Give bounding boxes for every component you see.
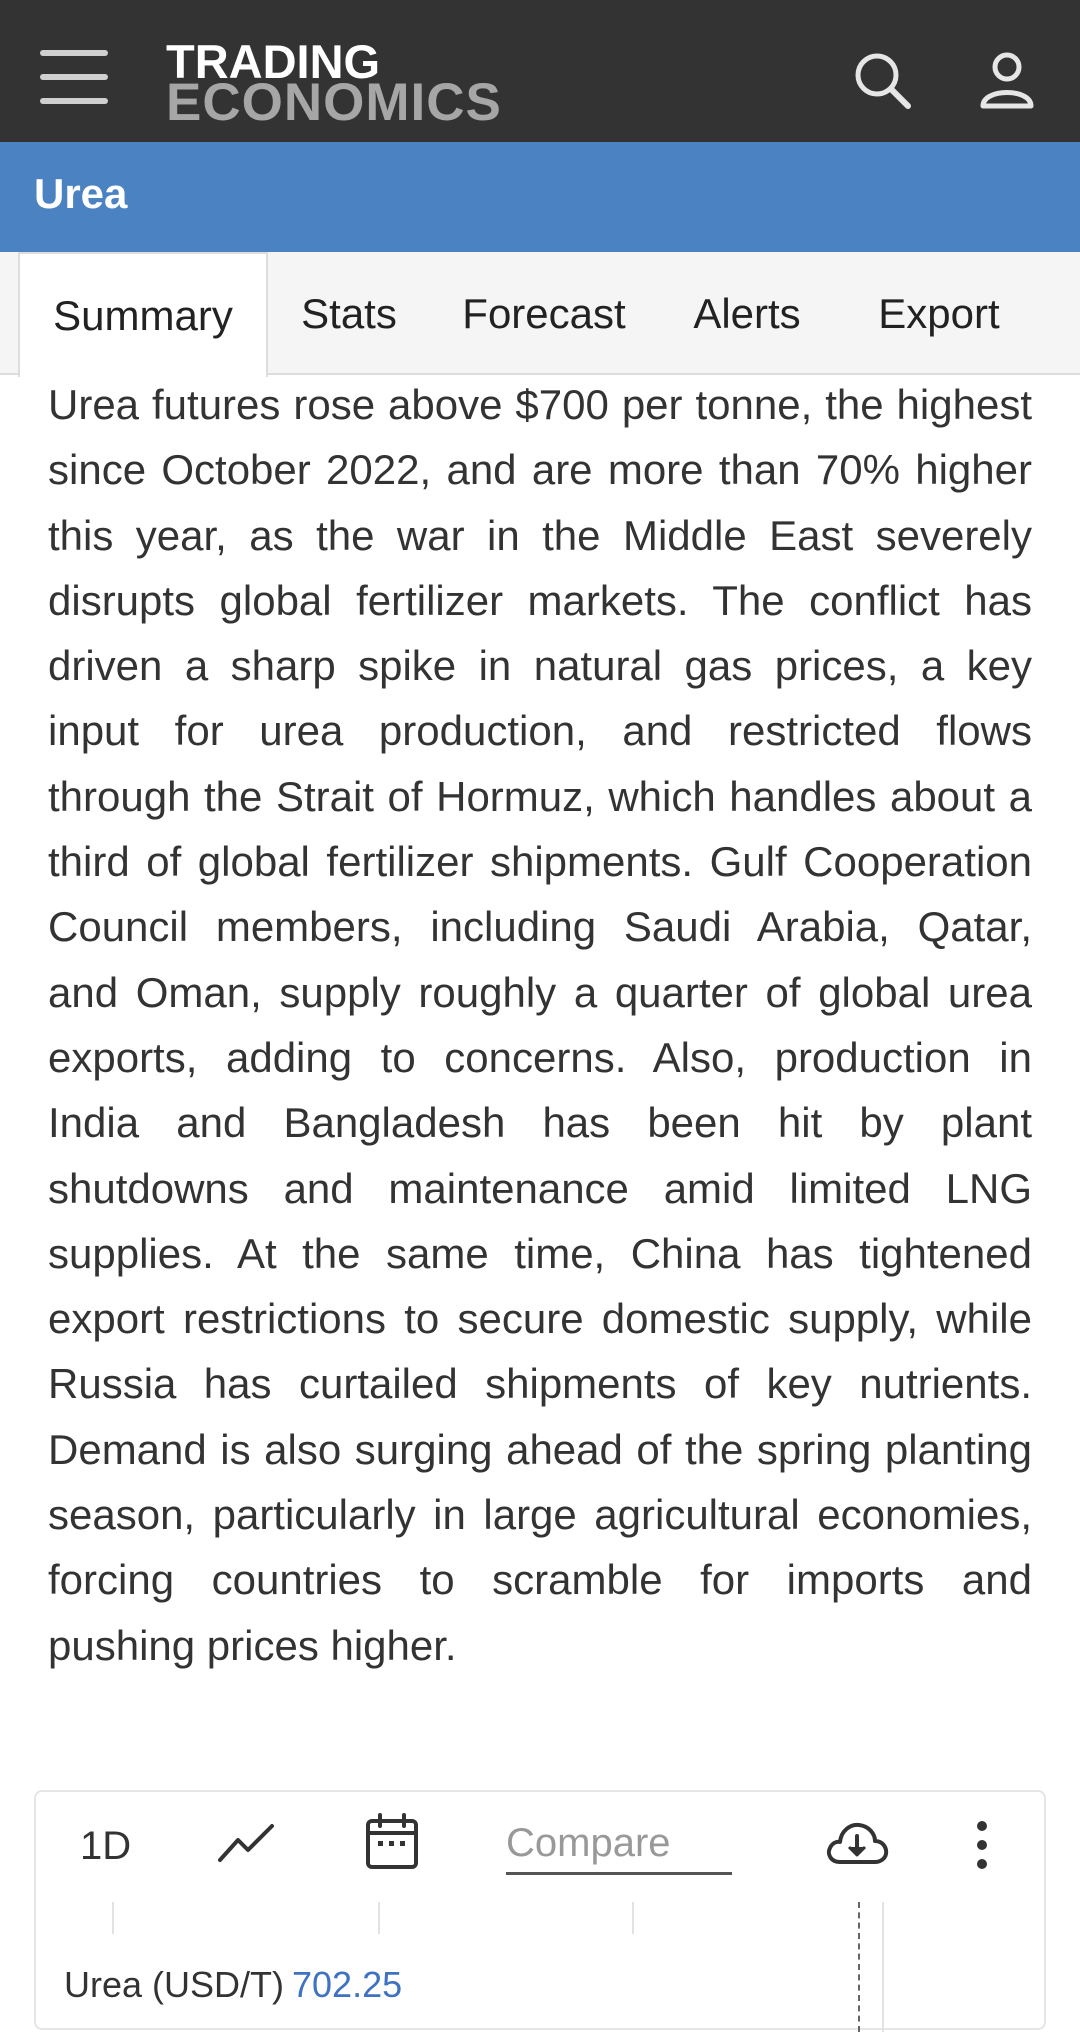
page-title: Urea [34, 170, 128, 217]
tab-alerts[interactable]: Alerts [693, 290, 801, 337]
chart-grid-line [632, 1902, 634, 1934]
chart-grid-line [112, 1902, 114, 1934]
chart-grid-line [378, 1902, 380, 1934]
site-logo[interactable] [166, 35, 502, 132]
more-vertical-icon[interactable] [972, 1820, 992, 1875]
line-chart-icon[interactable] [216, 1818, 276, 1873]
tab-forecast[interactable]: Forecast [462, 290, 626, 337]
legend-series-value: 702.25 [292, 1964, 403, 2005]
tab-bar [0, 252, 1080, 375]
page-title-bar [0, 142, 1080, 252]
chart-crosshair-line [858, 1902, 860, 2032]
user-icon[interactable] [972, 46, 1042, 116]
logo-line-2: ECONOMICS [166, 73, 502, 132]
calendar-icon[interactable] [364, 1812, 420, 1877]
compare-input[interactable] [506, 1814, 732, 1875]
tab-summary[interactable]: Summary [18, 252, 268, 377]
tab-stats[interactable]: Stats [301, 290, 397, 337]
cloud-download-icon[interactable] [824, 1818, 890, 1873]
summary-article: Urea futures rose above $700 per tonne, the highest since October 2022, and are more than 70% higher this year, as the war in the Middle East severely disrupts global fertilizer markets. The conflict has driven a sharp spike in natural gas prices, a key input for urea production, and restricted flows through the Strait of Hormuz, which handles about a third of global fertilizer shipments. Gulf Cooperation Council members, including Saudi Arabia, Qatar, and Oman, supply roughly a quarter of global urea exports, adding to concerns. Also, production in India and Bangladesh has been hit by plant shutdowns and maintenance amid limited LNG supplies. At the same time, China has tightened export restrictions to secure domestic supply, while Russia has curtailed shipments of key nutrients. Demand is also surging ahead of the spring planting season, particularly in large agricultural economies, forcing countries to scramble for imports and pushing prices higher. [48, 381, 1032, 1669]
chart-legend [64, 1964, 402, 2006]
top-navigation-bar [0, 0, 1080, 142]
tab-export[interactable]: Export [878, 290, 1000, 337]
chart-panel [34, 1790, 1046, 2030]
search-icon[interactable] [848, 46, 918, 116]
chart-grid-line [882, 1902, 884, 2032]
legend-series-name: Urea (USD/T) [64, 1964, 285, 2005]
logo-line-1: TRADING [166, 35, 381, 88]
period-selector[interactable]: 1D [80, 1824, 132, 1868]
hamburger-menu-icon[interactable] [40, 50, 110, 106]
